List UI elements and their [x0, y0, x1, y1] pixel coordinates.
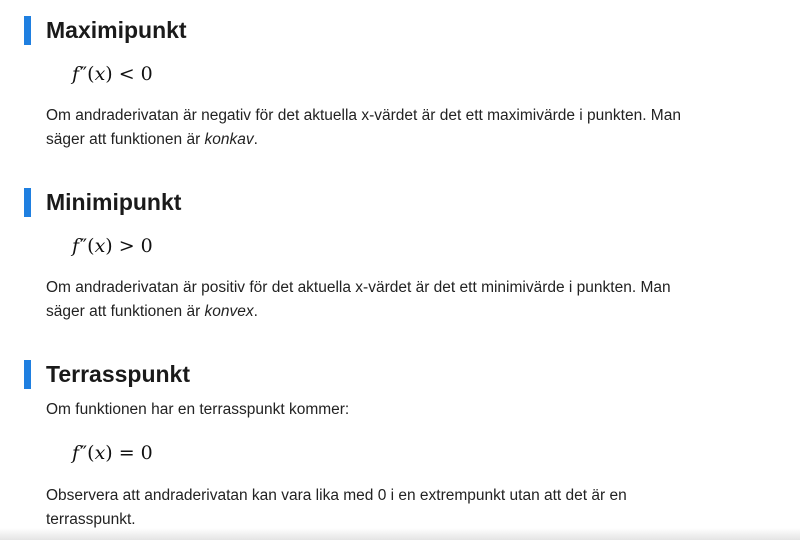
formula-prime: ″ [80, 235, 88, 257]
formula-paren-open: ( [87, 442, 95, 464]
section-heading-minimipunkt: Minimipunkt [46, 189, 182, 215]
paragraph-text: Om andraderivatan är negativ för det aktuella x-värdet är det ett maximivärde i punkten. Man säger att funktionen är [46, 107, 681, 148]
emphasis-term: konkav [204, 131, 254, 148]
formula-terrasspunkt [72, 441, 153, 465]
emphasis-term: konvex [204, 303, 254, 320]
formula-paren-open: ( [87, 235, 95, 257]
paragraph-text-end: . [253, 131, 258, 148]
formula-operator: = [118, 442, 135, 464]
formula-paren-close: ) [105, 235, 113, 257]
formula-function: f [72, 235, 80, 257]
formula-variable: x [94, 63, 106, 85]
paragraph-terrasspunkt: Observera att andraderivatan kan vara lika med 0 i en extrempunkt utan att det är en terrasspunkt. [46, 487, 627, 528]
formula-prime: ″ [80, 63, 88, 85]
heading-accent-bar [24, 16, 31, 45]
formula-variable: x [94, 442, 106, 464]
formula-rhs: 0 [140, 63, 153, 85]
formula-minimipunkt [72, 234, 153, 258]
paragraph-minimipunkt [46, 276, 686, 324]
paragraph-maximipunkt [46, 104, 686, 152]
heading-accent-bar [24, 360, 31, 389]
formula-function: f [72, 63, 80, 85]
formula-paren-close: ) [105, 442, 113, 464]
formula-rhs: 0 [140, 442, 153, 464]
paragraph-text-end: . [253, 303, 258, 320]
formula-operator: > [118, 235, 135, 257]
formula-prime: ″ [80, 442, 88, 464]
formula-paren-close: ) [105, 63, 113, 85]
paragraph-text: Om andraderivatan är positiv för det aktuella x-värdet är det ett minimivärde i punkten. Man säger att funktionen är [46, 279, 671, 320]
section-heading-terrasspunkt: Terrasspunkt [46, 361, 191, 387]
section-heading-maximipunkt: Maximipunkt [46, 17, 187, 43]
formula-maximipunkt [72, 62, 153, 86]
bottom-edge-shadow [0, 528, 800, 540]
paragraph-terrasspunkt-intro: Om funktionen har en terrasspunkt kommer: [46, 401, 350, 418]
formula-variable: x [94, 235, 106, 257]
heading-accent-bar [24, 188, 31, 217]
formula-function: f [72, 442, 80, 464]
formula-paren-open: ( [87, 63, 95, 85]
formula-operator: < [118, 63, 135, 85]
formula-rhs: 0 [140, 235, 153, 257]
